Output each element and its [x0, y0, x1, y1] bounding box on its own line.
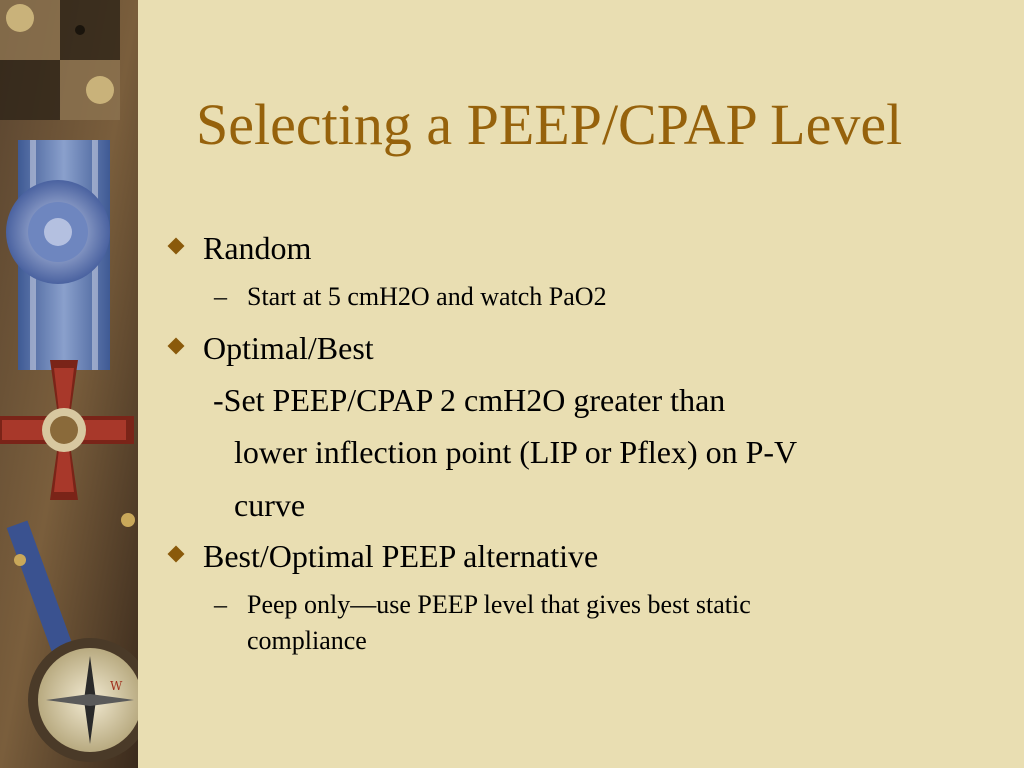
bullet-best-optimal-alternative: Best/Optimal PEEP alternative — [203, 538, 599, 574]
dash-bullet-icon: – — [214, 590, 227, 619]
text-set-peep: -Set PEEP/CPAP 2 cmH2O greater than — [213, 382, 726, 418]
text-curve: curve — [234, 487, 306, 523]
diamond-bullet-icon — [168, 238, 185, 255]
text-lower-inflection: lower inflection point (LIP or Pflex) on P-V — [234, 434, 798, 470]
sub-bullet-peep-only: Peep only—use PEEP level that gives best static — [247, 590, 751, 619]
svg-text:W: W — [110, 679, 123, 693]
diamond-bullet-icon — [168, 338, 185, 355]
diamond-bullet-icon — [168, 546, 185, 563]
slide-title: Selecting a PEEP/CPAP Level — [196, 92, 903, 157]
sub-bullet-peep-only-continued: compliance — [247, 626, 367, 655]
bullet-optimal-best: Optimal/Best — [203, 330, 374, 366]
sub-bullet-start: Start at 5 cmH2O and watch PaO2 — [247, 282, 607, 311]
bullet-random: Random — [203, 230, 312, 266]
dash-bullet-icon: – — [214, 282, 227, 311]
